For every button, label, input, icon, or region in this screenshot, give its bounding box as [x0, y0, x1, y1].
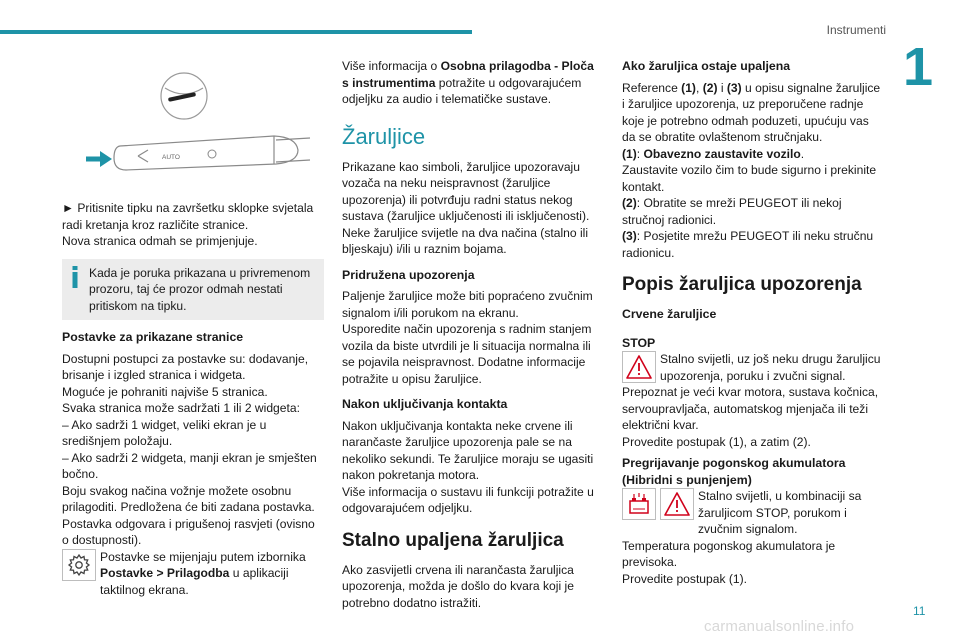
battery-overheat-description: Stalno svijetli, u kombinaciji sa žaruljicom STOP, porukom i zvučnim signalom.: [698, 489, 862, 536]
step-instruction: ► Pritisnite tipku na završetku sklopke svjetala radi kretanja kroz različite stranice.: [62, 201, 314, 232]
ref-1-text: Zaustavite vozilo čim to bude sigurno i prekinite kontakt.: [622, 163, 877, 194]
reference-text: Reference: [622, 80, 682, 95]
intro-text: Više informacija o: [342, 59, 441, 73]
battery-overheat-action: Provedite postupak (1).: [622, 571, 748, 586]
settings-paragraph: Dostupni postupci za postavke su: dodavanje, brisanje i izgled stranica i widgeta.: [62, 351, 309, 382]
ref-3-number: (3): [622, 229, 637, 243]
ref-1-action: Obavezno zaustavite vozilo: [643, 146, 801, 161]
ref-1-number: (1): [622, 146, 637, 161]
column-1: [62, 58, 324, 598]
watermark: carmanualsonline.info: [704, 618, 855, 635]
info-note-text: Kada je poruka prikazana u privremenom prozoru, taj će prozor odmah nestati pritiskom na tipku.: [89, 265, 311, 313]
stalk-auto-label: AUTO: [162, 154, 180, 161]
header-accent-bar: [0, 30, 472, 34]
ref-2-number: (2): [622, 196, 637, 210]
gear-icon: [62, 549, 96, 581]
battery-overheat-cause: Temperatura pogonskog akumulatora je previsoka.: [622, 538, 836, 569]
settings-paragraph: Moguće je pohraniti najviše 5 stranica.: [62, 384, 268, 399]
reference-sep: i: [717, 80, 727, 95]
settings-menu-path: Postavke > Prilagodba: [100, 566, 230, 580]
associated-warnings-heading: Pridružena upozorenja: [342, 267, 475, 282]
section-title: Instrumenti: [826, 23, 886, 37]
stop-lamp-cause: Prepoznat je veći kvar motora, sustava kočnica, servoupravljača, automatskog mjenjača ili teži električni kvar.: [622, 385, 879, 432]
ignition-paragraph: Nakon uključivanja kontakta neke crvene ili narančaste žaruljice upozorenja pale se na nekoliko sekundi. Te žaruljice moraju se ugasiti nakon pokretanja motora.: [342, 418, 594, 482]
warning-triangle-icon: [622, 351, 656, 383]
step-result: Nova stranica odmah se primjenjuje.: [62, 234, 258, 248]
intro-text-end: potražite u odgovarajućem odjeljku za audio i telematičke sustave.: [342, 75, 582, 106]
column-3: [622, 58, 884, 587]
steady-lamp-paragraph: Ako zasvijetli crvena ili narančasta žaruljica upozorenja, možda je došlo do kvara koji je potrebno dodatno istražiti.: [342, 562, 574, 610]
settings-paragraph: Boju svakog načina vožnje možete osobnu prilagoditi. Predložena će biti zadana postavka.: [62, 483, 315, 514]
warning-lamps-heading: Žaruljice: [342, 123, 426, 149]
stop-lamp-description: Stalno svijetli, uz još neku drugu žaruljicu upozorenja, poruku i zvučni signal.: [660, 352, 881, 383]
settings-paragraph: Postavka odgovara i prigušenoj rasvjeti (ovisno o dostupnosti).: [62, 516, 315, 547]
ref-3-text: : Posjetite mrežu PEUGEOT ili neku stručnu radionicu.: [622, 229, 874, 260]
ignition-heading: Nakon uključivanja kontakta: [342, 397, 508, 411]
settings-paragraph: – Ako sadrži 1 widget, veliki ekran je u središnjem položaju.: [62, 417, 267, 448]
chapter-number: 1: [903, 37, 934, 97]
lamps-paragraph: Prikazane kao simboli, žaruljice upozoravaju vozača na neku neispravnost (žaruljice upozorenja) ili potvrđuju radni status nekog sustava (žaruljice uključenosti ili isključenosti). Neke žaruljice svijetle na dva načina (stalno ili bljeskaju) i/ili u raznim bojama.: [342, 159, 590, 256]
warnings-paragraph: Paljenje žaruljice može biti popraćeno zvučnim signalom i/ili porukom na ekranu.: [342, 289, 593, 320]
settings-menu-text-end: u aplikaciji taktilnog ekrana.: [100, 566, 289, 597]
reference-3: (3): [726, 80, 742, 95]
reference-1: (1): [681, 80, 696, 95]
battery-overheat-title: Pregrijavanje pogonskog akumulatora (Hibridni s punjenjem): [622, 456, 846, 487]
ref-2-text: : Obratite se mreži PEUGEOT ili nekoj stručnoj radionici.: [622, 196, 842, 227]
ref-1-sep: :: [636, 146, 644, 161]
warning-lamp-list-heading: Popis žaruljica upozorenja: [622, 274, 862, 295]
stop-lamp-entry: [622, 351, 884, 384]
stop-lamp-action: Provedite postupak (1), a zatim (2).: [622, 434, 811, 449]
settings-paragraph: Svaka stranica može sadržati 1 ili 2 widgeta:: [62, 401, 300, 415]
settings-paragraph: – Ako sadrži 2 widgeta, manji ekran je smješten bočno.: [62, 450, 317, 481]
red-lamps-heading: Crvene žaruljice: [622, 307, 717, 321]
reference-text-end: u opisu signalne žaruljice i žaruljice upozorenja, uz preporučene radnje koje je potrebno odmah poduzeti, upućuju vas da se obratite ovlaštenom stručnjaku.: [622, 80, 881, 144]
battery-temperature-icon: [622, 488, 656, 520]
info-note: [62, 259, 324, 321]
lamp-stays-on-heading: Ako žaruljica ostaje upaljena: [622, 59, 791, 73]
battery-overheat-entry: [622, 488, 884, 538]
page-number: 11: [913, 604, 926, 618]
stop-lamp-title: STOP: [622, 335, 656, 350]
reference-2: (2): [702, 80, 718, 95]
ignition-paragraph: Više informacija o sustavu ili funkciji potražite u odgovarajućem odjeljku.: [342, 484, 594, 515]
intro-link: Osobna prilagodba - Ploča s instrumentima: [342, 59, 594, 90]
info-icon: [70, 266, 80, 288]
settings-menu-text: Postavke se mijenjaju putem izbornika: [100, 549, 306, 564]
column-2: [342, 58, 598, 611]
light-stalk-illustration: [62, 58, 324, 198]
ref-1-end: .: [800, 146, 805, 161]
settings-heading: Postavke za prikazane stranice: [62, 330, 244, 344]
reference-sep: ,: [695, 80, 703, 95]
warning-triangle-icon: [660, 488, 694, 520]
steady-lamp-heading: Stalno upaljena žaruljica: [342, 529, 564, 551]
settings-menu-note: [62, 549, 324, 599]
warnings-paragraph: Usporedite način upozorenja s radnim stanjem vozila da biste utvrdili je li situacija normalna ili se pojavila neispravnost. Dodatne informacije potražite u opisu žaruljice.: [342, 322, 592, 386]
